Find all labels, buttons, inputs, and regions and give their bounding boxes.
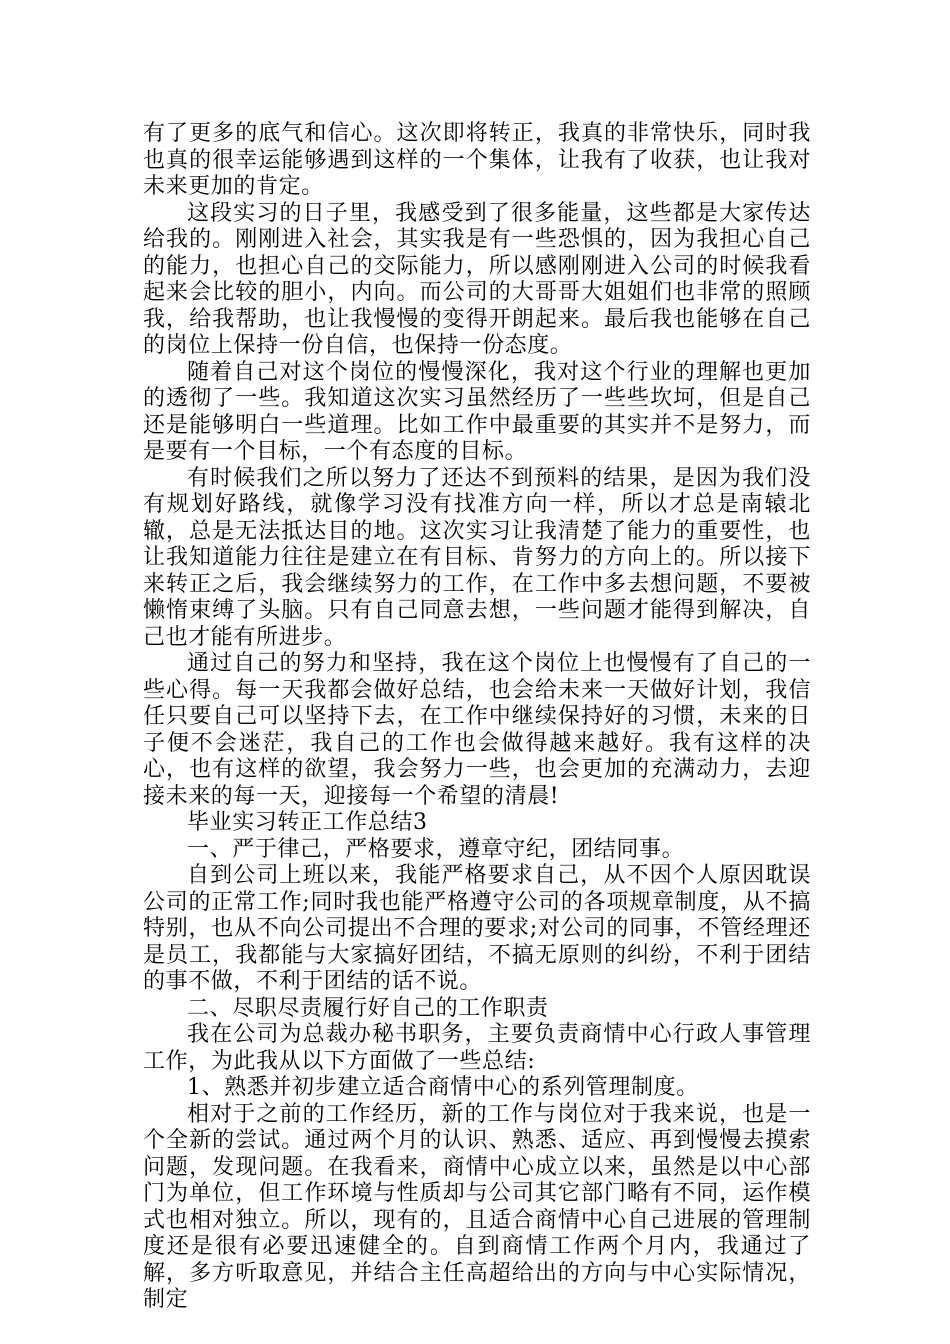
- paragraph: 有了更多的底气和信心。这次即将转正，我真的非常快乐，同时我也真的很幸运能够遇到这样的一个集体，让我有了收获，也让我对未来更加的肯定。: [143, 121, 811, 199]
- subsection-heading: 二、尽职尽责履行好自己的工作职责: [187, 995, 549, 1021]
- section-heading: 毕业实习转正工作总结3: [187, 810, 428, 835]
- paragraph: 相对于之前的工作经历，新的工作与岗位对于我来说，也是一个全新的尝试。通过两个月的认识、熟悉、适应、再到慢慢去摸索问题，发现问题。在我看来，商情中心成立以来，虽然是以中心部门为单位，但工作环境与性质却与公司其它部门略有不同，运作模式也相对独立。所以，现有的，且适合商情中心自己进展的管理制度还是很有必要迅速健全的。自到商情工作两个月内，我通过了解，多方听取意见，并结合主任高超给出的方向与中心实际情况，制定: [143, 1101, 811, 1312]
- paragraph: 自到公司上班以来，我能严格要求自己，从不因个人原因耽误公司的正常工作;同时我也能严格遵守公司的各项规章制度，从不搞特别，也从不向公司提出不合理的要求;对公司的同事，不管经理还是员工，我都能与大家搞好团结，不搞无原则的纠纷，不利于团结的事不做，不利于团结的话不说。: [143, 863, 811, 994]
- subsection-heading: 一、严于律己，严格要求，遵章守纪，团结同事。: [187, 836, 685, 862]
- document-body: [143, 121, 811, 1314]
- list-item-heading: 1、熟悉并初步建立适合商情中心的系列管理制度。: [187, 1075, 699, 1100]
- paragraph: 这段实习的日子里，我感受到了很多能量，这些都是大家传达给我的。刚刚进入社会，其实我是有一些恐惧的，因为我担心自己的能力，也担心自己的交际能力，所以感刚刚进入公司的时候我看起来会比较的胆小，内向。而公司的大哥哥大姐姐们也非常的照顾我，给我帮助，也让我慢慢的变得开朗起来。最后我也能够在自己的岗位上保持一份自信，也保持一份态度。: [143, 200, 811, 358]
- paragraph: 通过自己的努力和坚持，我在这个岗位上也慢慢有了自己的一些心得。每一天我都会做好总结，也会给未来一天做好计划，我信任只要自己可以坚持下去，在工作中继续保持好的习惯，未来的日子便不会迷茫，我自己的工作也会做得越来越好。我有这样的决心，也有这样的欲望，我会努力一些，也会更加的充满动力，去迎接未来的每一天，迎接每一个希望的清晨!: [143, 651, 811, 809]
- paragraph: 我在公司为总裁办秘书职务，主要负责商情中心行政人事管理工作，为此我从以下方面做了一些总结:: [143, 1022, 811, 1074]
- paragraph: 随着自己对这个岗位的慢慢深化，我对这个行业的理解也更加的透彻了一些。我知道这次实习虽然经历了一些些坎坷，但是自己还是能够明白一些道理。比如工作中最重要的其实并不是努力，而是要有一个目标，一个有态度的目标。: [143, 359, 811, 464]
- paragraph: 有时候我们之所以努力了还达不到预料的结果，是因为我们没有规划好路线，就像学习没有找准方向一样，所以才总是南辕北辙，总是无法抵达目的地。这次实习让我清楚了能力的重要性，也让我知道能力往往是建立在有目标、肯努力的方向上的。所以接下来转正之后，我会继续努力的工作，在工作中多去想问题，不要被懒惰束缚了头脑。只有自己同意去想，一些问题才能得到解决，自己也才能有所进步。: [143, 465, 811, 650]
